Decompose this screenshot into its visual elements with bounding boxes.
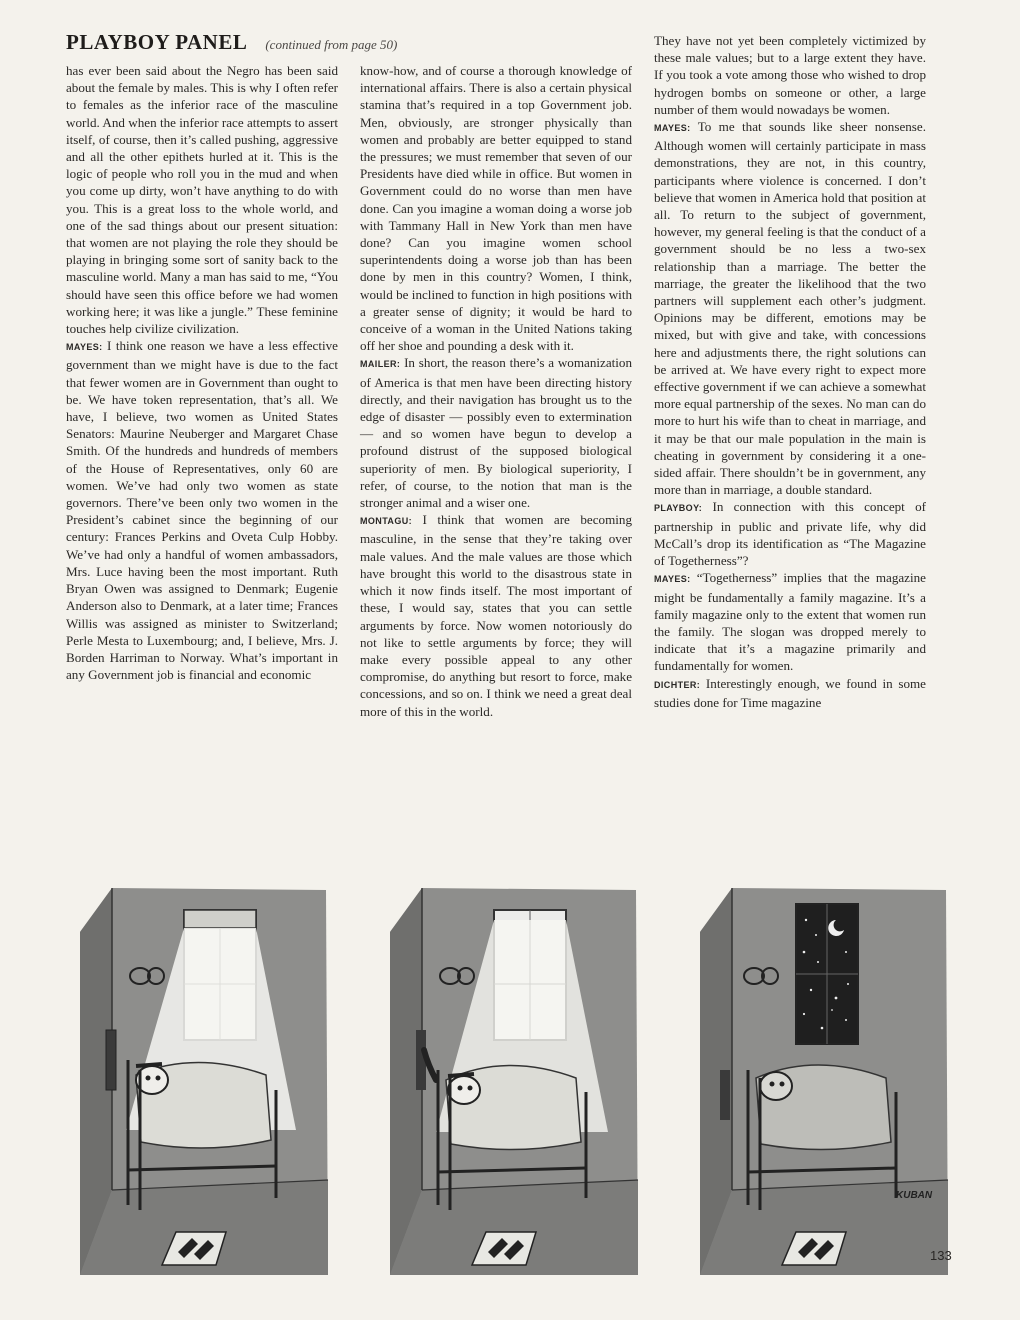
page-header xyxy=(66,30,397,55)
paragraph xyxy=(654,498,926,569)
paragraph-text: has ever been said about the Negro has been said about the female by males. This is why I often refer to females as the inferior race of the masculine world. And when the inferior race attempts to assert itself, of course, then it’s called pushing, aggressive and all the other epithets hurled at it. This is the logic of people who roll you in the mud and when you come up dirty, won’t have anything to do with you. This is a great loss to the whole world, and one of the sad things about our present situation: that women are not playing the role they should be playing in bringing some sort of sanity back to the masculine world. Many a man has said to me, “You should have seen this office before we had women working here; it was like a jungle.” These feminine touches help civilize civilization. xyxy=(66,63,338,337)
paragraph-text: To me that sounds like sheer nonsense. Although women will certainly participate in mass demonstrations, they are not, in this country, participants where violence is concerned. I don’t believe that women in America hold that position at all. To return to the subject of government, however, my general feeling is that the conduct of a government should be no less a two-sex relationship than a marriage. The better the marriage, the greater the likelihood that the two partners will supplement each other’s judgment. Opinions may be different, emotions may be mixed, but with give and take, with concessions here and adjustments there, the right solutions can be arrived at. We have every right to expect more effective government if we can achieve a somewhat more equal partnership of the sexes. No man can do more to hurt his wife than to cheat in marriage, and it may be that our male population in the main is cheating in government by considering it a one-sided affair. There shouldn’t be in government, any more than in marriage, a double standard. xyxy=(654,119,926,498)
page-title: PLAYBOY PANEL xyxy=(66,30,248,54)
speaker-label: MONTAGU: xyxy=(360,516,413,527)
cartoon-panel-1 xyxy=(66,880,334,1275)
continued-note: (continued from page 50) xyxy=(265,37,398,52)
paragraph-text: In short, the reason there’s a womanization of America is that men have been directing history directly, and their navigation has brought us to the edge of disaster — possibly even to extermination — and so women have begun to develop a profound distrust of the supposed biological superiority of men. By biological superiority, I refer, of course, to the notion that man is the stronger animal and a wiser one. xyxy=(360,355,632,511)
speaker-label: MAILER: xyxy=(360,359,401,370)
cartoon-drawing-3 xyxy=(686,880,954,1275)
cartoon-drawing-2 xyxy=(376,880,644,1275)
cartoon-strip xyxy=(66,880,954,1275)
paragraph-text: Interestingly enough, we found in some studies done for Time magazine xyxy=(654,675,926,710)
cartoon-panel-2 xyxy=(376,880,644,1275)
paragraph-text: I think that women are becoming masculine, in the sense that they’re taking over male values. And the male values are those which have brought this world to the disastrous state in which it now finds itself. The most important of these, I would say, states that you can settle arguments by force. Now women notoriously do not like to settle arguments by force; they will make every possible appeal to any other compromise, do anything but resort to force, make concessions, and so on. I think we need a great deal more of this in the world. xyxy=(360,512,632,719)
cartoon-drawing-1 xyxy=(66,880,334,1275)
speaker-label: MAYES: xyxy=(654,123,691,134)
text-column-3 xyxy=(654,32,926,711)
page-number: 133 xyxy=(930,1248,952,1263)
paragraph xyxy=(360,354,632,511)
paragraph-text: In connection with this concept of partnership in public and private life, why did McCall’s drop its identification as “The Magazine of Togetherness”? xyxy=(654,499,926,569)
paragraph xyxy=(654,118,926,498)
paragraph xyxy=(360,62,632,354)
paragraph xyxy=(360,511,632,719)
paragraph xyxy=(654,569,926,674)
text-column-1 xyxy=(66,62,338,683)
speaker-label: DICHTER: xyxy=(654,679,701,690)
speaker-label: PLAYBOY: xyxy=(654,503,703,514)
paragraph-text: know-how, and of course a thorough knowledge of international affairs. There is also a certain physical stamina that’s required in a top Government job. Men, obviously, are stronger physically than women and probably are better equipped to stand the pressures; we must remember that seven of our Presidents have died while in office. But women in Government could do no worse than men have done. Can you imagine a woman doing a worse job with Tammany Hall in New York than men have done? Can you imagine women school superintendents doing a worse job than has been done by men in this country? Women, I think, would be inclined to function in high positions with a greater sense of dignity; it would be hard to conceive of a woman in the United Nations taking off her shoe and pounding a desk with it. xyxy=(360,63,632,354)
speaker-label: MAYES: xyxy=(654,574,691,585)
paragraph xyxy=(654,675,926,711)
speaker-label: MAYES: xyxy=(66,342,103,353)
paragraph xyxy=(654,32,926,118)
cartoon-panel-3 xyxy=(686,880,954,1275)
text-column-2 xyxy=(360,62,632,720)
paragraph-text: They have not yet been completely victimized by these male values; but to a large extent they have. If you took a vote among those who wished to drop hydrogen bombs on someone or other, a large number of them would nowadays be women. xyxy=(654,33,926,117)
paragraph-text: I think one reason we have a less effective government than we might have is due to the fact that fewer women are in Government than ought to be. We have token representation, that’s all. We have, I believe, two women as United States Senators: Maurine Neuberger and Margaret Chase Smith. Of the hundreds and hundreds of members of the House of Representatives, only 60 are women. We’ve had only two women as state governors. There’ve been only two women in the President’s cabinet since the beginning of our century: Frances Perkins and Oveta Culp Hobby. We’ve had only a handful of women ambassadors, Mrs. Luce having been the most important. Ruth Bryan Owen was assigned to Denmark; Eugenie Anderson also to Denmark, at a later time; Frances Willis was assigned as minister to Switzerland; Perle Mesta to Luxembourg; and, I believe, Mrs. J. Borden Harriman to Norway. What’s important in any Government job is financial and economic xyxy=(66,338,338,683)
cartoon-signature: KUBAN xyxy=(896,1190,933,1201)
paragraph xyxy=(66,337,338,683)
paragraph xyxy=(66,62,338,337)
paragraph-text: “Togetherness” implies that the magazine might be fundamentally a family magazine. It’s a family magazine only to the extent that women run the family. The slogan was dropped merely to indicate that it’s a magazine primarily and fundamentally for women. xyxy=(654,570,926,674)
